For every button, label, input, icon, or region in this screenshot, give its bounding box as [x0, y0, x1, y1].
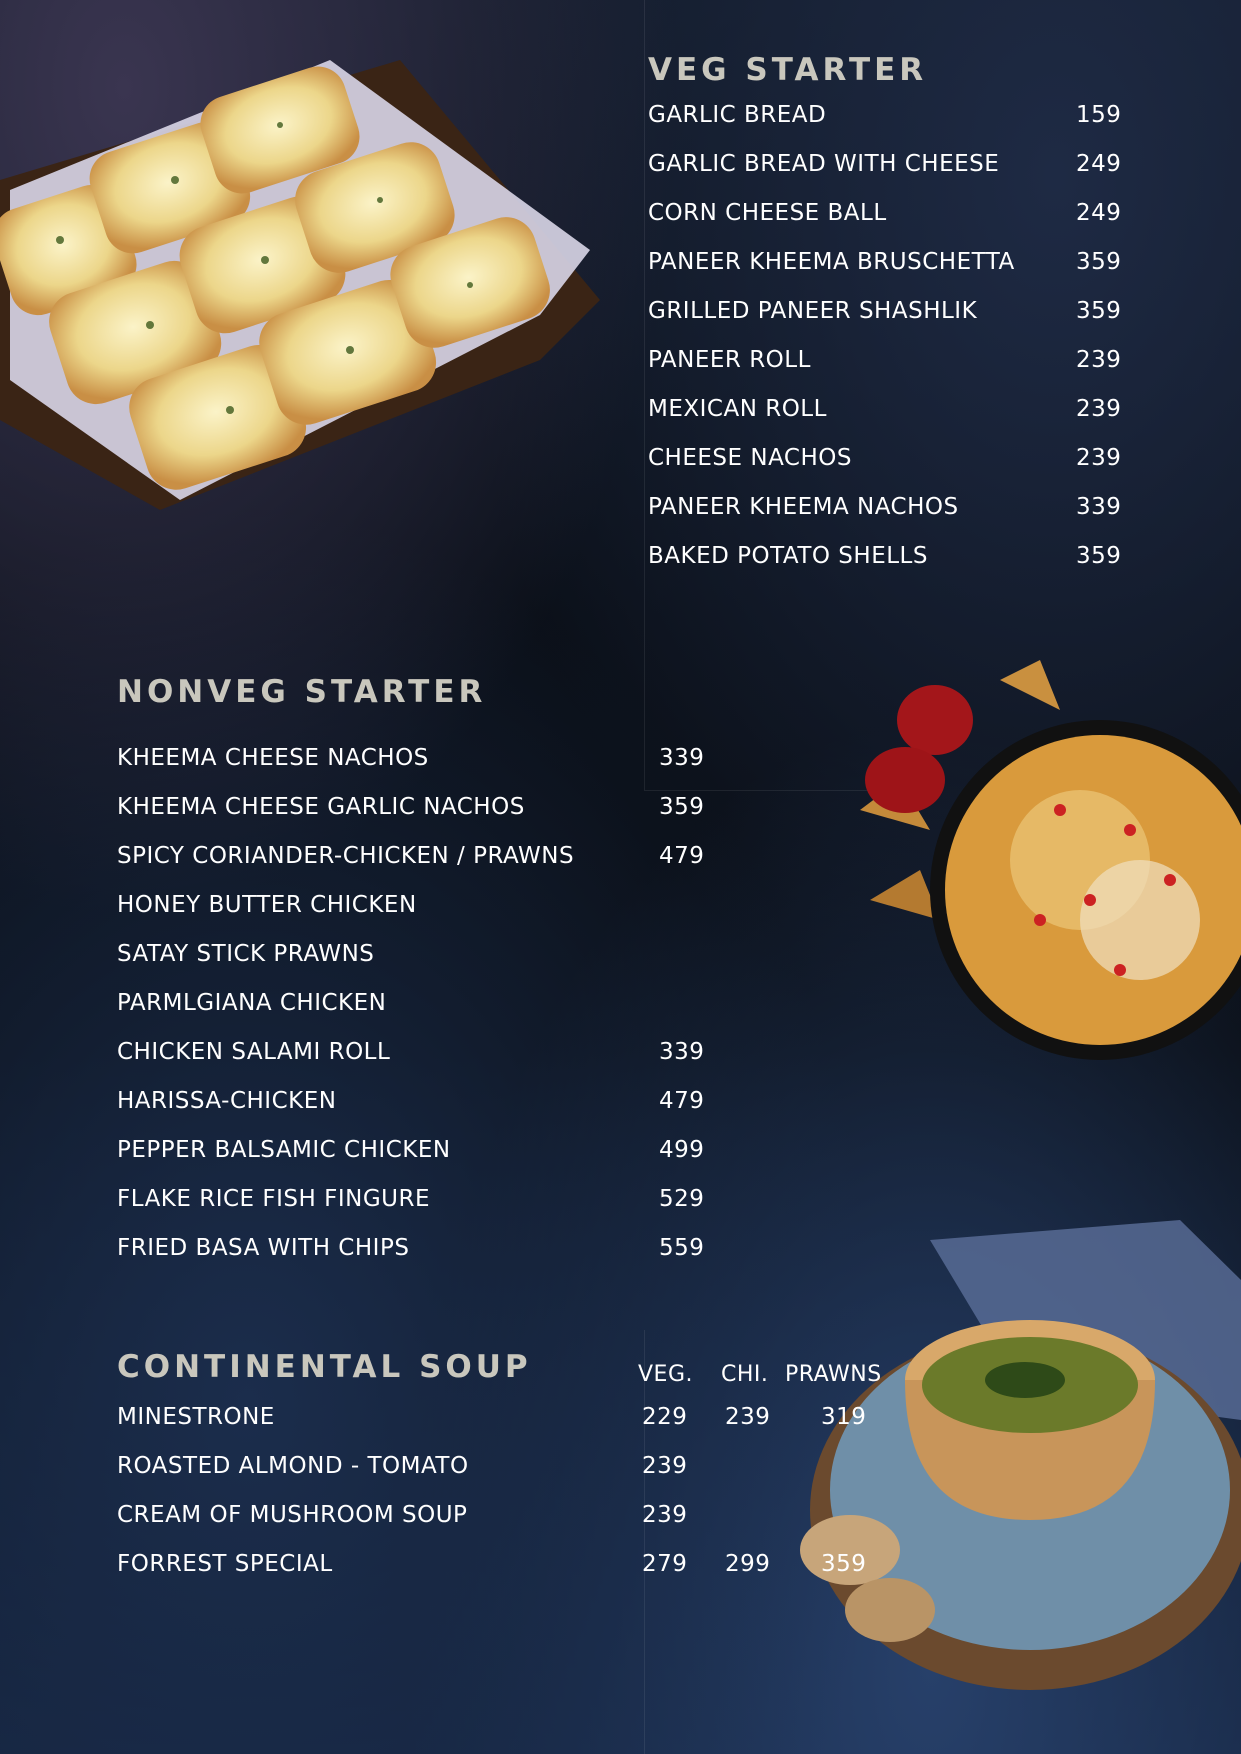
- item-price: 239: [1076, 396, 1122, 422]
- column-header-veg: VEG.: [638, 1362, 693, 1387]
- garlic-bread-board-image: [0, 60, 600, 510]
- item-price: 359: [1076, 543, 1122, 569]
- item-name: CHICKEN SALAMI ROLL: [117, 1039, 391, 1065]
- item-price: 339: [659, 745, 705, 771]
- item-price-prawns: 319: [821, 1404, 867, 1430]
- item-price: 239: [1076, 445, 1122, 471]
- item-name: PARMLGIANA CHICKEN: [117, 990, 387, 1016]
- item-price-veg: 239: [642, 1502, 688, 1528]
- item-price: 479: [659, 1088, 705, 1114]
- nonveg-starter-title: NONVEG STARTER: [117, 674, 487, 710]
- item-name: PEPPER BALSAMIC CHICKEN: [117, 1137, 451, 1163]
- item-name: HONEY BUTTER CHICKEN: [117, 892, 417, 918]
- item-price: 359: [1076, 249, 1122, 275]
- item-name: CORN CHEESE BALL: [648, 200, 887, 226]
- item-name: GARLIC BREAD WITH CHEESE: [648, 151, 1000, 177]
- item-price-veg: 279: [642, 1551, 688, 1577]
- vertical-divider: [644, 0, 645, 790]
- nachos-plate-image: [860, 660, 1241, 1060]
- item-price: 479: [659, 843, 705, 869]
- item-price: 339: [659, 1039, 705, 1065]
- item-name: FRIED BASA WITH CHIPS: [117, 1235, 410, 1261]
- item-price: 529: [659, 1186, 705, 1212]
- item-name: ROASTED ALMOND - TOMATO: [117, 1453, 469, 1479]
- item-price: 359: [659, 794, 705, 820]
- item-price: 339: [1076, 494, 1122, 520]
- column-header-prawns: PRAWNS: [785, 1362, 882, 1387]
- item-name: MINESTRONE: [117, 1404, 275, 1430]
- item-price-chi: 239: [725, 1404, 771, 1430]
- item-price-chi: 299: [725, 1551, 771, 1577]
- item-name: CHEESE NACHOS: [648, 445, 852, 471]
- item-name: FLAKE RICE FISH FINGURE: [117, 1186, 431, 1212]
- item-name: KHEEMA CHEESE NACHOS: [117, 745, 429, 771]
- item-name: BAKED POTATO SHELLS: [648, 543, 928, 569]
- item-name: SPICY CORIANDER-CHICKEN / PRAWNS: [117, 843, 575, 869]
- item-price: 239: [1076, 347, 1122, 373]
- item-name: HARISSA-CHICKEN: [117, 1088, 337, 1114]
- item-price: 159: [1076, 102, 1122, 128]
- continental-soup-title: CONTINENTAL SOUP: [117, 1349, 532, 1385]
- item-price: 249: [1076, 151, 1122, 177]
- item-name: SATAY STICK PRAWNS: [117, 941, 375, 967]
- soup-vertical-divider: [644, 1330, 645, 1754]
- item-price: 359: [1076, 298, 1122, 324]
- item-price: 559: [659, 1235, 705, 1261]
- item-name: GARLIC BREAD: [648, 102, 827, 128]
- item-price: 499: [659, 1137, 705, 1163]
- item-name: FORREST SPECIAL: [117, 1551, 333, 1577]
- column-header-chi: CHI.: [721, 1362, 769, 1387]
- item-name: CREAM OF MUSHROOM SOUP: [117, 1502, 468, 1528]
- item-name: MEXICAN ROLL: [648, 396, 827, 422]
- item-price-veg: 229: [642, 1404, 688, 1430]
- item-name: GRILLED PANEER SHASHLIK: [648, 298, 978, 324]
- item-price-veg: 239: [642, 1453, 688, 1479]
- item-name: PANEER KHEEMA NACHOS: [648, 494, 959, 520]
- item-name: PANEER KHEEMA BRUSCHETTA: [648, 249, 1015, 275]
- veg-starter-title: VEG STARTER: [648, 52, 928, 88]
- item-price-prawns: 359: [821, 1551, 867, 1577]
- item-name: PANEER ROLL: [648, 347, 811, 373]
- item-price: 249: [1076, 200, 1122, 226]
- item-name: KHEEMA CHEESE GARLIC NACHOS: [117, 794, 525, 820]
- soup-bowl-image: [780, 1220, 1241, 1754]
